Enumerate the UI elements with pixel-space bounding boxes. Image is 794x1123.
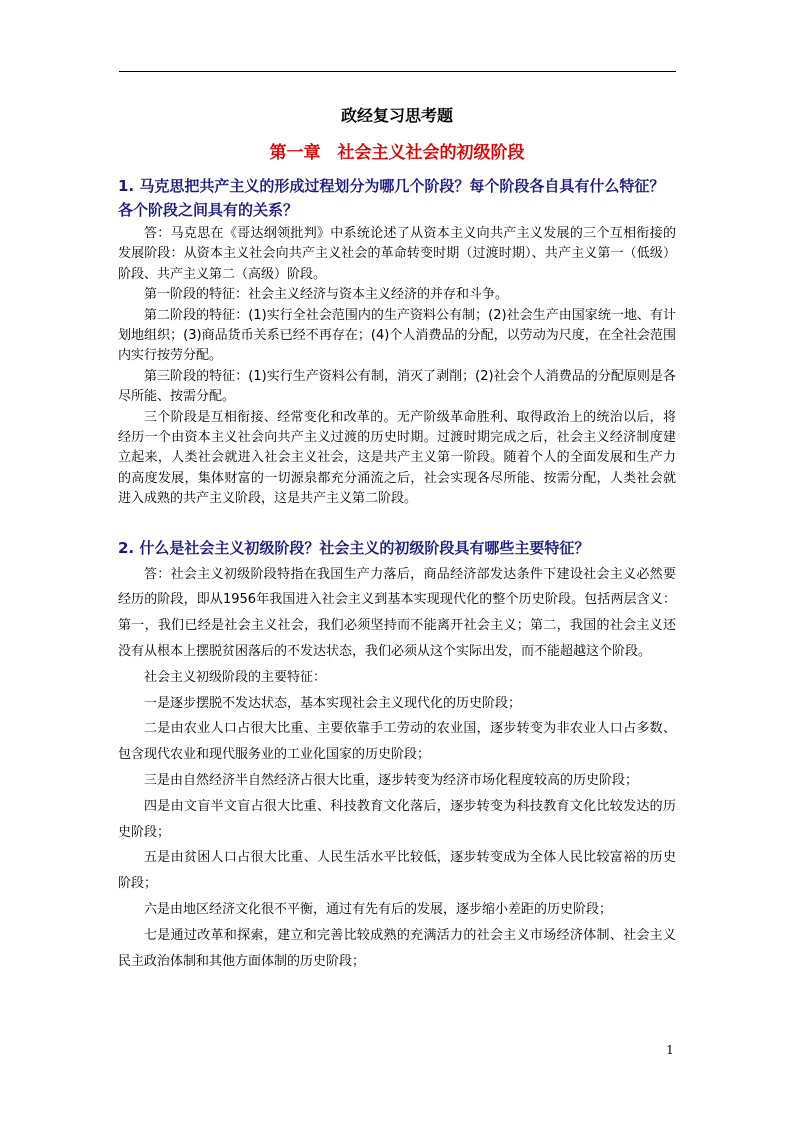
answer-2-paragraph: 七是通过改革和探索，建立和完善比较成熟的充满活力的社会主义市场经济体制、社会主义民主政治体制和其他方面体制的历史阶段； <box>118 927 676 969</box>
answer-1-paragraph: 第三阶段的特征：(1)实行生产资料公有制，消灭了剥削；(2)社会个人消费品的分配原则是各尽所能、按需分配。 <box>118 368 676 405</box>
answer-1-paragraph: 第一阶段的特征：社会主义经济与资本主义经济的并存和斗争。 <box>144 287 509 303</box>
answer-2-paragraph: 答：社会主义初级阶段特指在我国生产力落后，商品经济部发达条件下建设社会主义必然要经历的阶段，即从1956年我国进入社会主义到基本实现现代化的整个历史阶段。包括两层含义：第一，我们已经是社会主义社会，我们必须坚持而不能离开社会主义；第二，我国的社会主义还没有从根本上摆脱贫困落后的不发达状态，我们必须从这个实际出发，而不能超越这个阶段。 <box>118 566 676 660</box>
answer-1-paragraph: 答：马克思在《哥达纲领批判》中系统论述了从资本主义向共产主义发展的三个互相衔接的发展阶段：从资本主义社会向共产主义社会的革命转变时期（过渡时期）、共产主义第一（低级）阶段、共产主义第二（高级）阶段。 <box>118 226 676 282</box>
answer-2-paragraph: 一是逐步摆脱不发达状态，基本实现社会主义现代化的历史阶段； <box>144 695 522 711</box>
chapter-title: 第一章 社会主义社会的初级阶段 <box>269 143 525 163</box>
answer-2-paragraph: 五是由贫困人口占很大比重、人民生活水平比较低，逐步转变成为全体人民比较富裕的历史阶段； <box>118 850 676 892</box>
answer-2-paragraph: 四是由文盲半文盲占很大比重、科技教育文化落后，逐步转变为科技教育文化比较发达的历史阶段； <box>118 798 676 840</box>
header-rule <box>119 71 676 72</box>
page-number: 1 <box>666 1043 674 1057</box>
document-body <box>118 100 676 974</box>
answer-2-paragraph: 二是由农业人口占很大比重、主要依靠手工劳动的农业国，逐步转变为非农业人口占多数、包含现代农业和现代服务业的工业化国家的历史阶段； <box>118 721 676 763</box>
document-title: 政经复习思考题 <box>340 106 453 125</box>
answer-1-paragraph: 第二阶段的特征：(1)实行全社会范围内的生产资料公有制；(2)社会生产由国家统一地、有计划地组织；(3)商品货币关系已经不再存在；(4)个人消费品的分配，以劳动为尺度，在全社会范围内实行按劳分配。 <box>118 307 676 364</box>
answer-2-paragraph: 社会主义初级阶段的主要特征： <box>144 669 327 685</box>
answer-2-paragraph: 六是由地区经济文化很不平衡，通过有先有后的发展，逐步缩小差距的历史阶段； <box>144 902 613 918</box>
question-2: 2. 什么是社会主义初级阶段？社会主义的初级阶段具有哪些主要特征？ <box>118 538 590 557</box>
answer-1-paragraph: 三个阶段是互相衔接、经常变化和改革的。无产阶级革命胜利、取得政治上的统治以后，将经历一个由资本主义社会向共产主义过渡的历史时期。过渡时期完成之后，社会主义经济制度建立起来，人类社会就进入社会主义社会，这是共产主义第一阶段。随着个人的全面发展和生产力的高度发展，集体财富的一切源泉都充分涌流之后，社会实现各尽所能、按需分配，人类社会就进入成熟的共产主义阶段，这是共产主义第二阶段。 <box>118 409 676 507</box>
question-1: 1. 马克思把共产主义的形成过程划分为哪几个阶段？每个阶段各自具有什么特征？各个阶段之间具有的关系？ <box>118 177 665 219</box>
answer-2-paragraph: 三是由自然经济半自然经济占很大比重，逐步转变为经济市场化程度较高的历史阶段； <box>144 773 639 789</box>
